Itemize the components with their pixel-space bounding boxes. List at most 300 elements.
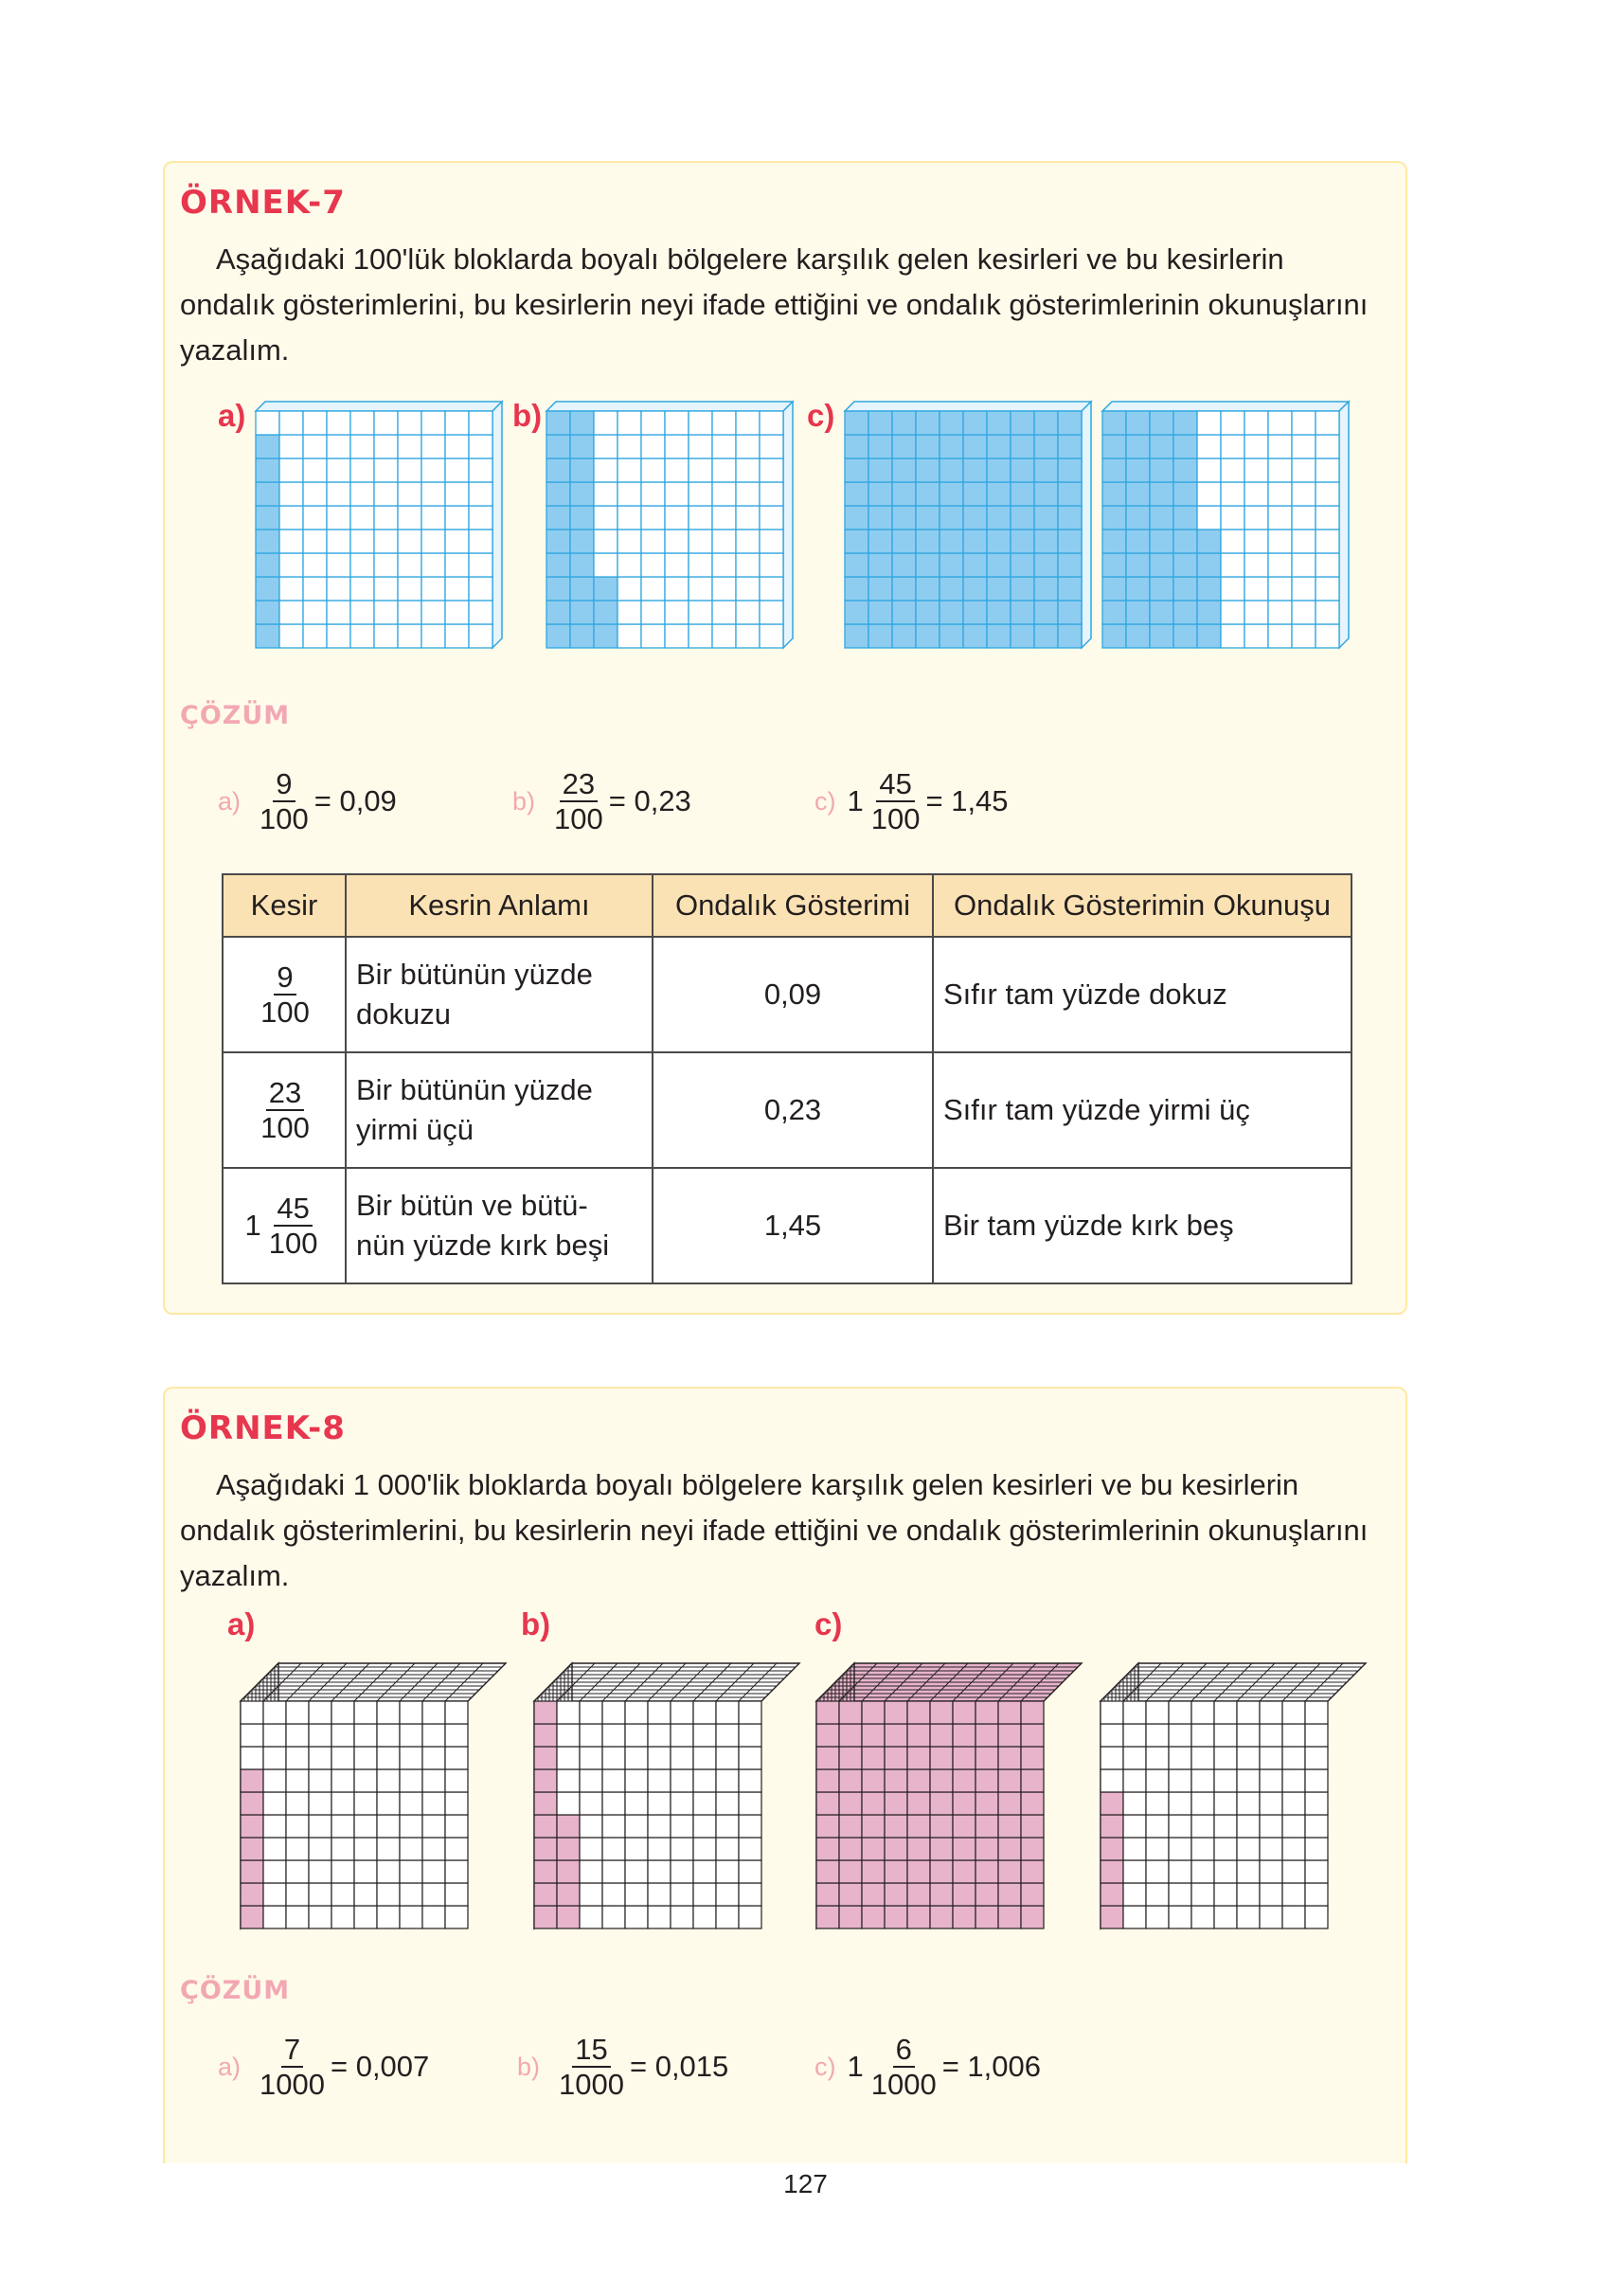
grid-cell bbox=[987, 506, 1011, 529]
grid-cell bbox=[374, 435, 398, 458]
cube-cell bbox=[1191, 1792, 1214, 1815]
cube-cell bbox=[862, 1724, 885, 1747]
grid-cell bbox=[445, 435, 469, 458]
cube-cell bbox=[930, 1792, 953, 1815]
cube-cell bbox=[602, 1883, 625, 1906]
cube-cell bbox=[309, 1724, 331, 1747]
grid-cell bbox=[712, 624, 736, 648]
cube-cell bbox=[422, 1883, 445, 1906]
cube-cell bbox=[580, 1815, 602, 1838]
grid-cell bbox=[1197, 577, 1221, 601]
grid-cell bbox=[327, 435, 350, 458]
grid-cell bbox=[546, 577, 570, 601]
cube-cell bbox=[739, 1815, 761, 1838]
grid-cell bbox=[1034, 411, 1058, 435]
grid-cell bbox=[279, 553, 303, 577]
grid-cell bbox=[641, 435, 665, 458]
cube-cell bbox=[1260, 1860, 1282, 1883]
grid-cell bbox=[594, 577, 618, 601]
fraction-cell bbox=[223, 1168, 346, 1283]
cube-cell bbox=[580, 1792, 602, 1815]
grid-cell bbox=[868, 529, 892, 553]
answer-8c bbox=[814, 2035, 1041, 2099]
cube-cell bbox=[1169, 1838, 1191, 1860]
grid-cell bbox=[689, 601, 712, 624]
fraction bbox=[260, 1078, 310, 1142]
grid-cell bbox=[1034, 458, 1058, 482]
cube-cell bbox=[1305, 1747, 1328, 1769]
cube-cell bbox=[930, 1906, 953, 1928]
cube-cell bbox=[1101, 1747, 1123, 1769]
result: = 0,23 bbox=[608, 784, 691, 817]
cube-cell bbox=[557, 1769, 580, 1792]
cube-cell bbox=[1169, 1724, 1191, 1747]
grid-cell bbox=[1150, 435, 1173, 458]
cube-cell bbox=[953, 1883, 976, 1906]
cube-cell bbox=[716, 1724, 739, 1747]
grid-cell bbox=[1173, 624, 1197, 648]
grid-cell bbox=[916, 506, 940, 529]
grid-cell bbox=[618, 577, 641, 601]
numerator: 15 bbox=[572, 2035, 610, 2068]
cube-cell bbox=[862, 1906, 885, 1928]
grid-cell bbox=[1102, 624, 1126, 648]
grid-cell bbox=[469, 435, 492, 458]
grid-cell bbox=[1197, 458, 1221, 482]
cube-cell bbox=[671, 1724, 693, 1747]
denominator: 100 bbox=[554, 802, 603, 835]
grid-cell bbox=[469, 601, 492, 624]
whole-part: 1 bbox=[244, 1209, 261, 1242]
cube-cell bbox=[1260, 1815, 1282, 1838]
grid-cell bbox=[469, 411, 492, 435]
grid-cell bbox=[570, 411, 594, 435]
meaning-cell bbox=[346, 1052, 653, 1168]
cube-cell bbox=[1237, 1724, 1260, 1747]
grid-cell bbox=[1268, 411, 1292, 435]
cube-cell bbox=[422, 1701, 445, 1724]
cube-cell bbox=[263, 1883, 286, 1906]
grid-cell bbox=[279, 506, 303, 529]
cube-cell bbox=[400, 1860, 422, 1883]
grid-cell bbox=[374, 577, 398, 601]
grid-cell bbox=[398, 482, 421, 506]
cube-cell bbox=[1021, 1860, 1044, 1883]
solution-label-8: ÇÖZÜM bbox=[180, 1976, 291, 2005]
cube-cell bbox=[816, 1792, 839, 1815]
cube-cell bbox=[671, 1838, 693, 1860]
grid-cell bbox=[570, 482, 594, 506]
column-header: Ondalık Gösterimin Okunuşu bbox=[933, 874, 1351, 937]
cube-cell bbox=[309, 1701, 331, 1724]
cube-cell bbox=[693, 1747, 716, 1769]
grid-cell bbox=[845, 458, 868, 482]
denominator: 100 bbox=[870, 802, 921, 835]
cube-cell bbox=[286, 1724, 309, 1747]
grid-cell bbox=[1173, 458, 1197, 482]
cube-cell bbox=[1101, 1701, 1123, 1724]
grid-cell bbox=[469, 577, 492, 601]
cube-cell bbox=[816, 1906, 839, 1928]
cube-cell bbox=[671, 1792, 693, 1815]
grid-cell bbox=[1268, 601, 1292, 624]
cube-cell bbox=[1237, 1906, 1260, 1928]
cube-cell bbox=[930, 1701, 953, 1724]
cube-cell bbox=[534, 1747, 557, 1769]
grid-cell bbox=[1126, 553, 1150, 577]
grid-cell bbox=[689, 506, 712, 529]
cube-cell bbox=[557, 1701, 580, 1724]
cube-cell bbox=[816, 1701, 839, 1724]
grid-cell bbox=[570, 506, 594, 529]
grid-cell bbox=[618, 624, 641, 648]
cube-cell bbox=[998, 1701, 1021, 1724]
cube-cell bbox=[862, 1701, 885, 1724]
cube-cell bbox=[1282, 1883, 1305, 1906]
grid-cell bbox=[256, 624, 279, 648]
grid-cell bbox=[570, 553, 594, 577]
cube-cell bbox=[648, 1724, 671, 1747]
cube-cell bbox=[625, 1701, 648, 1724]
cube-cell bbox=[953, 1838, 976, 1860]
grid-cell bbox=[845, 601, 868, 624]
grid-cell bbox=[546, 458, 570, 482]
grid-cell bbox=[963, 458, 987, 482]
grid-cell bbox=[940, 458, 963, 482]
grid-cell bbox=[303, 577, 327, 601]
grid-cell bbox=[1221, 411, 1244, 435]
cube-cell bbox=[263, 1815, 286, 1838]
grid-cell bbox=[916, 624, 940, 648]
cube-cell bbox=[839, 1815, 862, 1838]
cube-cell bbox=[534, 1701, 557, 1724]
grid-cell bbox=[940, 624, 963, 648]
cube-cell bbox=[377, 1701, 400, 1724]
table-row bbox=[223, 1052, 1351, 1168]
grid-cell bbox=[421, 506, 445, 529]
cube-cell bbox=[1214, 1838, 1237, 1860]
grid-cell bbox=[963, 506, 987, 529]
grid-cell bbox=[736, 482, 760, 506]
reading-cell: Sıfır tam yüzde dokuz bbox=[933, 937, 1351, 1052]
grid-cell bbox=[736, 553, 760, 577]
cube-cell bbox=[1146, 1769, 1169, 1792]
cube-cell bbox=[1214, 1701, 1237, 1724]
grid-cell bbox=[1197, 553, 1221, 577]
cube-cell bbox=[1146, 1724, 1169, 1747]
grid-cell bbox=[1221, 553, 1244, 577]
grid-cell bbox=[641, 411, 665, 435]
answer-label: c) bbox=[814, 786, 836, 816]
grid-cell bbox=[1292, 458, 1316, 482]
cube-cell bbox=[907, 1792, 930, 1815]
grid-top-face bbox=[546, 402, 793, 411]
cube-cell bbox=[1260, 1906, 1282, 1928]
cube-cell bbox=[1123, 1724, 1146, 1747]
example-7-header: ÖRNEK-7 bbox=[180, 184, 346, 222]
cube-cell bbox=[1305, 1701, 1328, 1724]
grid-cell bbox=[1173, 435, 1197, 458]
grid-cell bbox=[445, 553, 469, 577]
grid-cell bbox=[1058, 553, 1082, 577]
grid-cell bbox=[940, 553, 963, 577]
grid-cell bbox=[469, 624, 492, 648]
grid-cell bbox=[892, 529, 916, 553]
grid-cell bbox=[1011, 411, 1034, 435]
cube-cell bbox=[625, 1792, 648, 1815]
grid-cell bbox=[256, 577, 279, 601]
grid-cell bbox=[1244, 601, 1268, 624]
cube-cell bbox=[907, 1815, 930, 1838]
grid-cell bbox=[1173, 529, 1197, 553]
grid-cell bbox=[845, 411, 868, 435]
grid-cell bbox=[445, 482, 469, 506]
grid-cell bbox=[1197, 506, 1221, 529]
grid-cell bbox=[689, 624, 712, 648]
cube-cell bbox=[1123, 1906, 1146, 1928]
grid-cell bbox=[1244, 458, 1268, 482]
grid-cell bbox=[1102, 506, 1126, 529]
grid-cell bbox=[712, 435, 736, 458]
cube-cell bbox=[422, 1724, 445, 1747]
grid-cell bbox=[1221, 529, 1244, 553]
meaning-line: Bir bütünün yüzde bbox=[356, 958, 593, 991]
grid-cell bbox=[469, 506, 492, 529]
cube-cell bbox=[693, 1860, 716, 1883]
cube-cell bbox=[716, 1769, 739, 1792]
cube-cell bbox=[1282, 1815, 1305, 1838]
grid-cell bbox=[618, 458, 641, 482]
grid-cell bbox=[712, 458, 736, 482]
grid-cell bbox=[469, 529, 492, 553]
grid-cell bbox=[665, 435, 689, 458]
cube-cell bbox=[739, 1724, 761, 1747]
cube-cell bbox=[422, 1769, 445, 1792]
meaning-cell bbox=[346, 1168, 653, 1283]
grid-label-c: c) bbox=[807, 398, 835, 433]
table-header-row bbox=[223, 874, 1351, 937]
grid-cell bbox=[916, 458, 940, 482]
cube-cell bbox=[331, 1724, 354, 1747]
grid-cell bbox=[963, 411, 987, 435]
table-row bbox=[223, 937, 1351, 1052]
cube-cell bbox=[1123, 1883, 1146, 1906]
grid-cell bbox=[868, 435, 892, 458]
cube-cell bbox=[331, 1701, 354, 1724]
grid-cell bbox=[1221, 577, 1244, 601]
grid-cell bbox=[374, 411, 398, 435]
grid-cell bbox=[469, 458, 492, 482]
cube-cell bbox=[1021, 1701, 1044, 1724]
grid-cell bbox=[1316, 624, 1339, 648]
grid-cell bbox=[279, 435, 303, 458]
cube-cell bbox=[1282, 1769, 1305, 1792]
grid-cell bbox=[1268, 458, 1292, 482]
grid-cell bbox=[892, 624, 916, 648]
cube-cell bbox=[241, 1747, 263, 1769]
cube-cell bbox=[354, 1701, 377, 1724]
grid-cell bbox=[618, 411, 641, 435]
grid-cell bbox=[374, 529, 398, 553]
cube-cell bbox=[534, 1906, 557, 1928]
cube-cell bbox=[445, 1701, 468, 1724]
cube-cell bbox=[885, 1883, 907, 1906]
cube-cell bbox=[263, 1747, 286, 1769]
grid-cell bbox=[641, 624, 665, 648]
cube-cell bbox=[445, 1906, 468, 1928]
cube-cell bbox=[1169, 1860, 1191, 1883]
cube-cell bbox=[1260, 1883, 1282, 1906]
grid-label-b: b) bbox=[512, 398, 543, 433]
answer-label: b) bbox=[512, 786, 536, 816]
cube-cell bbox=[953, 1769, 976, 1792]
grid-cell bbox=[868, 411, 892, 435]
cube-cell bbox=[625, 1769, 648, 1792]
whole-part: 1 bbox=[847, 2050, 864, 2083]
cube-cell bbox=[241, 1860, 263, 1883]
cube-cell bbox=[862, 1747, 885, 1769]
cube-cell bbox=[422, 1860, 445, 1883]
grid-cell bbox=[445, 577, 469, 601]
grid-cell bbox=[1011, 506, 1034, 529]
cube-cell bbox=[1282, 1792, 1305, 1815]
cube-cell bbox=[930, 1724, 953, 1747]
thousand-cube-c1 bbox=[813, 1659, 1097, 1949]
cube-cell bbox=[377, 1906, 400, 1928]
cube-cell bbox=[580, 1747, 602, 1769]
grid-cell bbox=[1316, 435, 1339, 458]
decimal-cell: 0,09 bbox=[653, 937, 933, 1052]
cube-cell bbox=[671, 1883, 693, 1906]
grid-cell bbox=[641, 482, 665, 506]
cube-cell bbox=[422, 1815, 445, 1838]
grid-cell bbox=[1244, 411, 1268, 435]
cube-cell bbox=[580, 1906, 602, 1928]
fraction bbox=[871, 769, 921, 834]
grid-label-a: a) bbox=[218, 398, 246, 433]
grid-cell bbox=[350, 458, 374, 482]
grid-cell bbox=[303, 624, 327, 648]
cube-cell bbox=[580, 1860, 602, 1883]
grid-cell bbox=[712, 529, 736, 553]
grid-cell bbox=[963, 577, 987, 601]
cube-cell bbox=[671, 1815, 693, 1838]
cube-cell bbox=[602, 1860, 625, 1883]
cube-cell bbox=[885, 1701, 907, 1724]
grid-cell bbox=[1034, 506, 1058, 529]
cube-cell bbox=[1237, 1838, 1260, 1860]
grid-cell bbox=[760, 601, 783, 624]
grid-cell bbox=[1173, 577, 1197, 601]
cube-cell bbox=[693, 1792, 716, 1815]
cube-cell bbox=[953, 1724, 976, 1747]
fraction-cell bbox=[223, 1052, 346, 1168]
grid-cell bbox=[1316, 482, 1339, 506]
grid-cell bbox=[1150, 601, 1173, 624]
grid-cell bbox=[445, 411, 469, 435]
grid-cell bbox=[987, 624, 1011, 648]
cube-cell bbox=[309, 1815, 331, 1838]
cube-cell bbox=[263, 1724, 286, 1747]
cube-cell bbox=[1101, 1815, 1123, 1838]
thousand-cube-b bbox=[530, 1659, 814, 1949]
cube-cell bbox=[534, 1724, 557, 1747]
cube-cell bbox=[377, 1769, 400, 1792]
grid-cell bbox=[1197, 624, 1221, 648]
cube-cell bbox=[907, 1769, 930, 1792]
grid-cell bbox=[987, 435, 1011, 458]
cube-cell bbox=[263, 1838, 286, 1860]
grid-cell bbox=[1034, 624, 1058, 648]
grid-cell bbox=[546, 411, 570, 435]
grid-cell bbox=[1034, 553, 1058, 577]
grid-cell bbox=[570, 577, 594, 601]
cube-cell bbox=[998, 1815, 1021, 1838]
cube-cell bbox=[885, 1838, 907, 1860]
grid-cell bbox=[845, 482, 868, 506]
cube-cell bbox=[1021, 1815, 1044, 1838]
cube-cell bbox=[354, 1769, 377, 1792]
grid-cell bbox=[1197, 529, 1221, 553]
cube-cell bbox=[1021, 1769, 1044, 1792]
grid-cell bbox=[303, 553, 327, 577]
result: = 0,007 bbox=[330, 2050, 430, 2083]
cube-cell bbox=[1191, 1769, 1214, 1792]
fraction bbox=[559, 2035, 624, 2099]
grid-cell bbox=[1316, 506, 1339, 529]
cube-cell bbox=[1305, 1883, 1328, 1906]
cube-cell bbox=[1101, 1883, 1123, 1906]
cube-cell bbox=[1260, 1747, 1282, 1769]
grid-cell bbox=[1244, 482, 1268, 506]
grid-cell bbox=[712, 411, 736, 435]
cube-cell bbox=[445, 1815, 468, 1838]
grid-side-face bbox=[492, 402, 502, 648]
cube-cell bbox=[1214, 1883, 1237, 1906]
cube-cell bbox=[1123, 1860, 1146, 1883]
cube-cell bbox=[445, 1792, 468, 1815]
answer-label: a) bbox=[218, 786, 242, 816]
cube-cell bbox=[907, 1860, 930, 1883]
grid-cell bbox=[689, 435, 712, 458]
result: = 1,006 bbox=[941, 2050, 1042, 2083]
grid-cell bbox=[546, 601, 570, 624]
grid-cell bbox=[892, 411, 916, 435]
cube-cell bbox=[1191, 1906, 1214, 1928]
cube-cell bbox=[331, 1883, 354, 1906]
grid-cell bbox=[868, 601, 892, 624]
grid-cell bbox=[618, 435, 641, 458]
grid-cell bbox=[1058, 435, 1082, 458]
grid-cell bbox=[398, 624, 421, 648]
grid-cell bbox=[1150, 411, 1173, 435]
grid-cell bbox=[868, 482, 892, 506]
cube-cell bbox=[1191, 1860, 1214, 1883]
cube-cell bbox=[930, 1769, 953, 1792]
cube-cell bbox=[1123, 1838, 1146, 1860]
grid-cell bbox=[665, 577, 689, 601]
cube-cell bbox=[1146, 1815, 1169, 1838]
grid-cell bbox=[1011, 601, 1034, 624]
cube-label-a: a) bbox=[227, 1606, 256, 1641]
grid-cell bbox=[421, 435, 445, 458]
grid-cell bbox=[1221, 624, 1244, 648]
cube-cell bbox=[1237, 1792, 1260, 1815]
thousand-cube-c2 bbox=[1097, 1659, 1381, 1949]
grid-cell bbox=[963, 435, 987, 458]
grid-cell bbox=[445, 624, 469, 648]
grid-cell bbox=[1011, 577, 1034, 601]
